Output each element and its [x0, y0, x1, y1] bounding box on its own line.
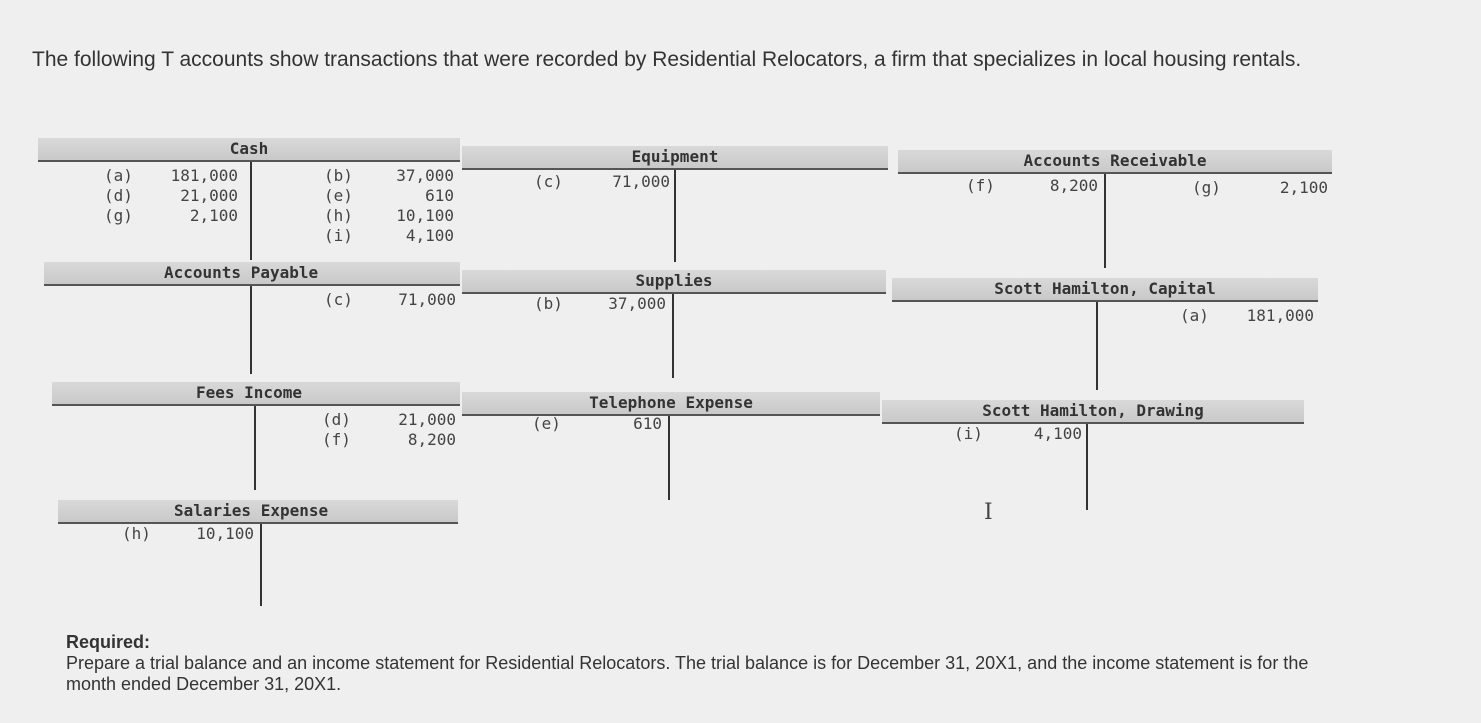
- t-account-telephone-expense: [462, 392, 880, 500]
- t-account-fees-income: [52, 382, 460, 490]
- t-account-title: Salaries Expense: [174, 501, 329, 520]
- entry-amount: 21,000: [180, 186, 238, 205]
- entry-ref: (g): [104, 206, 133, 225]
- entry-ref: (a): [1180, 306, 1209, 325]
- t-account-stem: [672, 294, 674, 378]
- entry-ref: (h): [324, 206, 353, 225]
- entry-ref: (b): [534, 294, 563, 313]
- entry-amount: 610: [425, 186, 454, 205]
- t-account-title: Supplies: [635, 271, 713, 290]
- required-section: [66, 632, 1356, 695]
- entry-amount: 2,100: [1279, 178, 1328, 197]
- entry-amount: 10,100: [396, 206, 454, 225]
- entry-ref: (c): [534, 172, 563, 191]
- t-account-title: Equipment: [631, 147, 719, 166]
- entry-amount: 71,000: [398, 290, 456, 309]
- entry-ref: (e): [532, 414, 561, 433]
- entry-ref: (c): [324, 290, 353, 309]
- entry-amount: 21,000: [398, 410, 456, 429]
- t-account-accounts-receivable: [898, 150, 1332, 268]
- entry-amount: 610: [633, 414, 662, 433]
- t-account-stem: [674, 170, 676, 262]
- entry-ref: (g): [1192, 178, 1221, 197]
- t-account-cash: [38, 138, 460, 260]
- t-account-title: Cash: [229, 139, 269, 158]
- entry-ref: (a): [104, 166, 133, 185]
- t-account-stem: [1096, 302, 1098, 390]
- t-account-accounts-payable: [44, 262, 460, 374]
- required-heading: Required:: [66, 632, 151, 652]
- t-account-stem: [668, 416, 670, 500]
- text-cursor-icon: I: [984, 500, 993, 525]
- t-account-capital: [892, 278, 1318, 390]
- entry-amount: 181,000: [1246, 306, 1314, 325]
- entry-ref: (e): [324, 186, 353, 205]
- t-account-equipment: [462, 146, 888, 262]
- entry-amount: 37,000: [396, 166, 454, 185]
- entry-ref: (f): [322, 430, 351, 449]
- t-account-title: Scott Hamilton, Capital: [994, 279, 1216, 298]
- t-account-salaries-expense: [58, 500, 458, 606]
- t-account-title: Accounts Payable: [164, 263, 319, 282]
- t-account-title: Fees Income: [196, 383, 302, 402]
- t-account-supplies: [462, 270, 886, 378]
- entry-ref: (d): [322, 410, 351, 429]
- entry-ref: (i): [324, 226, 353, 245]
- t-account-stem: [254, 406, 256, 490]
- entry-amount: 2,100: [189, 206, 238, 225]
- t-account-stem: [250, 162, 252, 260]
- t-account-stem: [1104, 174, 1106, 268]
- entry-ref: (h): [122, 524, 151, 543]
- t-account-title: Accounts Receivable: [1023, 151, 1207, 170]
- t-account-drawing: [882, 400, 1304, 510]
- entry-amount: 4,100: [1033, 424, 1082, 443]
- required-text: Prepare a trial balance and an income statement for Residential Relocators. The trial balance is for December 31, 20X1, and the income statement is for the month ended December 31, 20X1.: [66, 653, 1309, 694]
- t-account-title: Telephone Expense: [589, 393, 753, 412]
- entry-amount: 8,200: [407, 430, 456, 449]
- entry-amount: 181,000: [170, 166, 238, 185]
- entry-ref: (f): [966, 176, 995, 195]
- entry-amount: 4,100: [405, 226, 454, 245]
- t-account-stem: [260, 524, 262, 606]
- entry-amount: 37,000: [608, 294, 666, 313]
- entry-amount: 8,200: [1049, 176, 1098, 195]
- entry-ref: (b): [324, 166, 353, 185]
- entry-amount: 71,000: [612, 172, 670, 191]
- t-account-title: Scott Hamilton, Drawing: [982, 401, 1204, 420]
- intro-text: The following T accounts show transactions that were recorded by Residential Relocators, a firm that specializes in local housing rentals.: [32, 48, 1302, 71]
- t-account-stem: [1086, 424, 1088, 510]
- entry-amount: 10,100: [196, 524, 254, 543]
- t-account-stem: [250, 286, 252, 374]
- entry-ref: (d): [104, 186, 133, 205]
- entry-ref: (i): [954, 424, 983, 443]
